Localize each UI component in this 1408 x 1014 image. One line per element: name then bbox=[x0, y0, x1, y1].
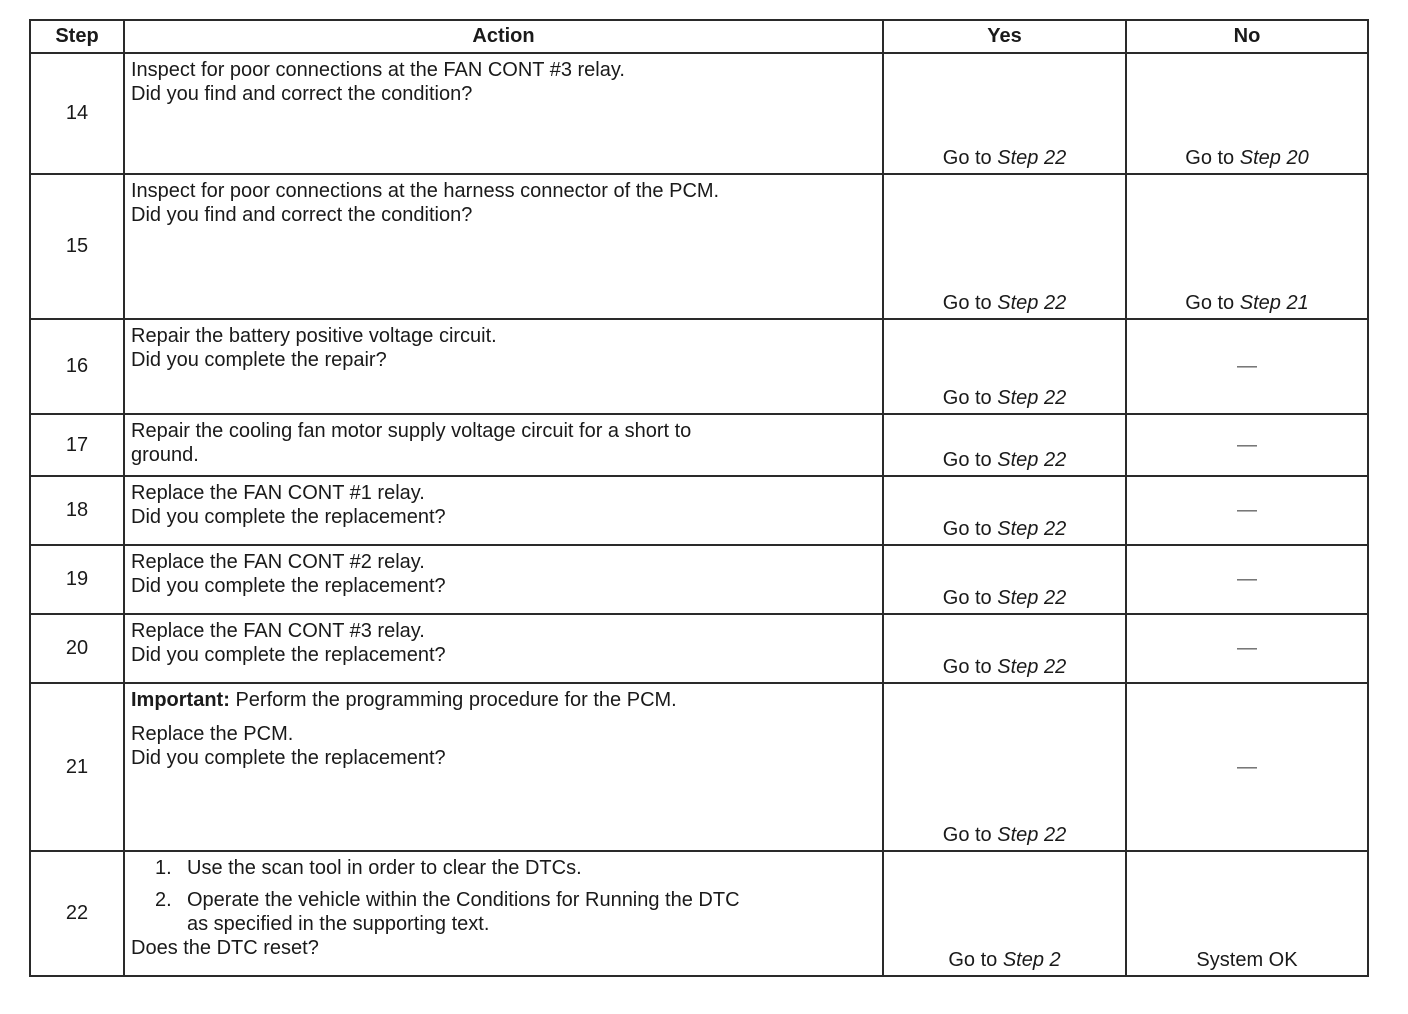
no-cell bbox=[1126, 174, 1368, 319]
yes-step-ref: 22 bbox=[1043, 147, 1067, 169]
goto-label: Go to bbox=[942, 147, 992, 169]
action-text: Replace the FAN CONT #3 relay. bbox=[131, 620, 425, 642]
action-cell bbox=[124, 614, 883, 683]
action-question: Did you find and correct the condition? bbox=[131, 204, 473, 226]
action-question: Did you complete the replacement? bbox=[131, 506, 446, 528]
step-number: 15 bbox=[30, 174, 124, 319]
no-dash: — bbox=[1126, 545, 1368, 614]
diagnostic-table bbox=[29, 19, 1369, 977]
step-word: Step bbox=[997, 387, 1039, 409]
action-text: Replace the FAN CONT #1 relay. bbox=[131, 482, 425, 504]
action-question: Did you complete the replacement? bbox=[131, 575, 446, 597]
table-row bbox=[30, 683, 1368, 851]
step-word: Step bbox=[997, 449, 1039, 471]
goto-label: Go to bbox=[1185, 147, 1235, 169]
list-item bbox=[131, 856, 876, 880]
step-word: Step bbox=[997, 147, 1039, 169]
action-cell bbox=[124, 545, 883, 614]
step-number: 17 bbox=[30, 414, 124, 476]
goto-label: Go to bbox=[942, 824, 992, 846]
step-number: 22 bbox=[30, 851, 124, 976]
step-word: Step bbox=[997, 292, 1039, 314]
no-dash: — bbox=[1126, 476, 1368, 545]
goto-label: Go to bbox=[942, 387, 992, 409]
action-text: Replace the PCM. bbox=[131, 723, 294, 745]
yes-step-ref: 22 bbox=[1043, 656, 1067, 678]
yes-cell bbox=[883, 683, 1126, 851]
no-dash: — bbox=[1126, 683, 1368, 851]
action-cell bbox=[124, 851, 883, 976]
step-word: Step bbox=[997, 824, 1039, 846]
action-cell bbox=[124, 476, 883, 545]
table-row bbox=[30, 851, 1368, 976]
table-row bbox=[30, 174, 1368, 319]
yes-step-ref: 22 bbox=[1043, 292, 1067, 314]
step-number: 18 bbox=[30, 476, 124, 545]
action-cell bbox=[124, 174, 883, 319]
action-question: Did you complete the replacement? bbox=[131, 644, 446, 666]
goto-label: Go to bbox=[942, 656, 992, 678]
step-number: 21 bbox=[30, 683, 124, 851]
yes-cell bbox=[883, 319, 1126, 414]
goto-label: Go to bbox=[942, 292, 992, 314]
list-number: 2. bbox=[155, 889, 172, 911]
yes-step-ref: 22 bbox=[1043, 387, 1067, 409]
yes-cell bbox=[883, 414, 1126, 476]
action-question: Did you complete the replacement? bbox=[131, 747, 446, 769]
action-question: Does the DTC reset? bbox=[131, 937, 319, 959]
goto-label: Go to bbox=[942, 518, 992, 540]
yes-cell bbox=[883, 476, 1126, 545]
action-cell bbox=[124, 319, 883, 414]
list-text: Use the scan tool in order to clear the DTCs. bbox=[187, 857, 582, 879]
step-number: 14 bbox=[30, 53, 124, 174]
no-dash: — bbox=[1126, 614, 1368, 683]
yes-step-ref: 22 bbox=[1043, 518, 1067, 540]
yes-cell bbox=[883, 53, 1126, 174]
header-action: Action bbox=[124, 20, 883, 53]
step-word: Step bbox=[1239, 147, 1281, 169]
table-row bbox=[30, 53, 1368, 174]
header-yes: Yes bbox=[883, 20, 1126, 53]
table-row bbox=[30, 319, 1368, 414]
step-number: 20 bbox=[30, 614, 124, 683]
important-text: Perform the programming procedure for the PCM. bbox=[229, 689, 677, 711]
no-cell bbox=[1126, 851, 1368, 976]
no-dash: — bbox=[1126, 414, 1368, 476]
list-text-cont: as specified in the supporting text. bbox=[187, 913, 490, 935]
yes-step-ref: 2 bbox=[1049, 949, 1061, 971]
list-number: 1. bbox=[155, 857, 172, 879]
goto-label: Go to bbox=[942, 587, 992, 609]
table-row bbox=[30, 614, 1368, 683]
table-row bbox=[30, 414, 1368, 476]
important-label: Important: bbox=[131, 689, 230, 711]
action-question: Did you find and correct the condition? bbox=[131, 83, 473, 105]
yes-step-ref: 22 bbox=[1043, 824, 1067, 846]
important-note bbox=[131, 688, 876, 712]
no-step-ref: 20 bbox=[1286, 147, 1309, 169]
yes-cell bbox=[883, 614, 1126, 683]
action-text: Repair the battery positive voltage circuit. bbox=[131, 325, 497, 347]
yes-step-ref: 22 bbox=[1043, 587, 1067, 609]
yes-cell bbox=[883, 174, 1126, 319]
list-text: Operate the vehicle within the Conditions for Running the DTC bbox=[187, 889, 740, 911]
action-text: Repair the cooling fan motor supply voltage circuit for a short to bbox=[131, 420, 692, 442]
action-cell bbox=[124, 53, 883, 174]
action-text: Inspect for poor connections at the FAN CONT #3 relay. bbox=[131, 59, 625, 81]
action-cell bbox=[124, 683, 883, 851]
step-word: Step bbox=[1239, 292, 1281, 314]
goto-label: Go to bbox=[942, 449, 992, 471]
no-cell bbox=[1126, 53, 1368, 174]
no-result: System OK bbox=[1196, 949, 1298, 971]
step-word: Step bbox=[997, 518, 1039, 540]
table-row bbox=[30, 476, 1368, 545]
yes-cell bbox=[883, 851, 1126, 976]
action-question: Did you complete the repair? bbox=[131, 349, 387, 371]
step-number: 19 bbox=[30, 545, 124, 614]
header-no: No bbox=[1126, 20, 1368, 53]
no-dash: — bbox=[1126, 319, 1368, 414]
list-item bbox=[131, 888, 876, 936]
action-text: Replace the FAN CONT #2 relay. bbox=[131, 551, 425, 573]
goto-label: Go to bbox=[948, 949, 998, 971]
action-cell bbox=[124, 414, 883, 476]
no-step-ref: 21 bbox=[1286, 292, 1309, 314]
action-text: ground. bbox=[131, 444, 199, 466]
header-step: Step bbox=[30, 20, 124, 53]
step-number: 16 bbox=[30, 319, 124, 414]
step-word: Step bbox=[997, 656, 1039, 678]
step-word: Step bbox=[1002, 949, 1044, 971]
yes-cell bbox=[883, 545, 1126, 614]
table-row bbox=[30, 545, 1368, 614]
yes-step-ref: 22 bbox=[1043, 449, 1067, 471]
action-text: Inspect for poor connections at the harness connector of the PCM. bbox=[131, 180, 720, 202]
header-row bbox=[30, 20, 1368, 53]
goto-label: Go to bbox=[1185, 292, 1235, 314]
step-word: Step bbox=[997, 587, 1039, 609]
